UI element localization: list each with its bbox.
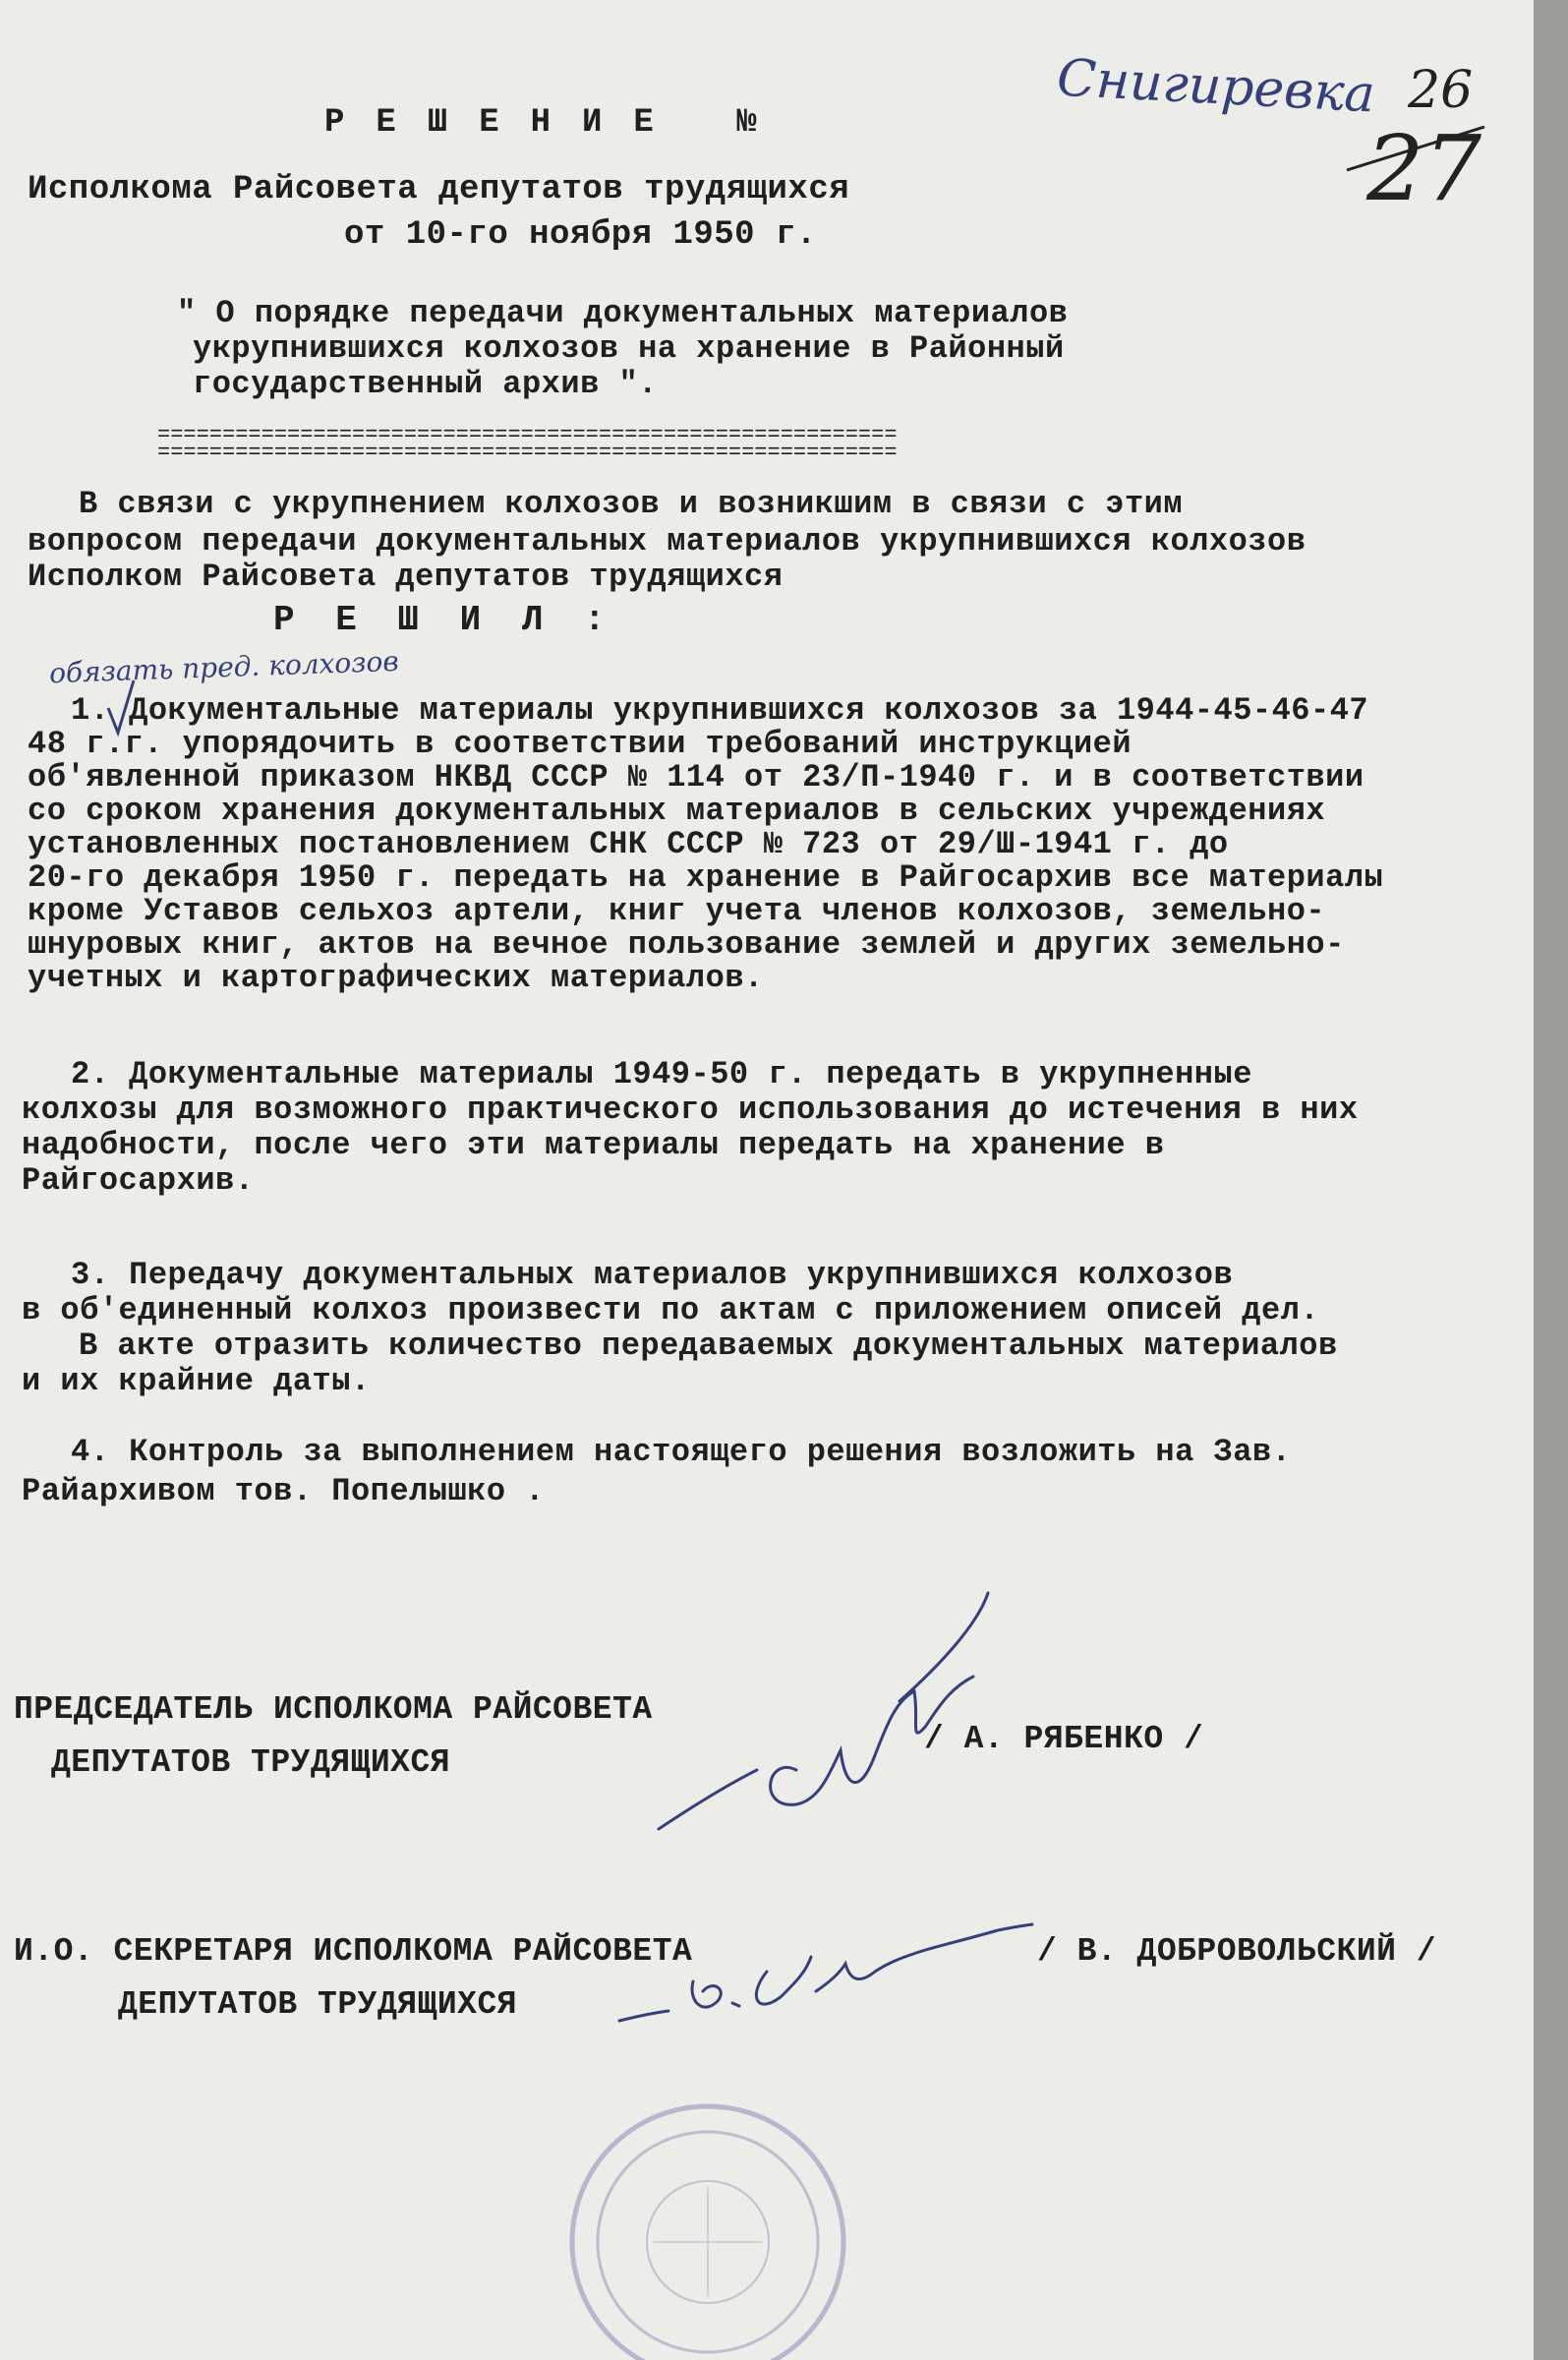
item-1-line-7: кроме Уставов сельхоз артели, книг учета членов колхозов, земельно- [28, 893, 1326, 929]
secretary-role-line-1: И.О. СЕКРЕТАРЯ ИСПОЛКОМА РАЙСОВЕТА [14, 1933, 693, 1970]
item-2-line-1: 2. Документальные материалы 1949-50 г. передать в укрупненные [71, 1056, 1252, 1092]
page-edge-shadow [1534, 0, 1568, 2360]
issuing-organization: Исполкома Райсовета депутатов трудящихся [28, 171, 850, 208]
item-1-line-2: 48 г.г. упорядочить в соответствии требований инструкцией [28, 726, 1132, 762]
chairman-role-line-1: ПРЕДСЕДАТЕЛЬ ИСПОЛКОМА РАЙСОВЕТА [14, 1691, 653, 1728]
item-1-line-1: 1. Документальные материалы укрупнившихся колхозов за 1944-45-46-47 [71, 692, 1369, 729]
item-4-line-2: Райархивом тов. Попелышко . [22, 1473, 545, 1509]
item-3-line-1: 3. Передачу документальных материалов укрупнившихся колхозов [71, 1257, 1234, 1293]
preamble-line-1: В связи с укрупнением колхозов и возникшим в связи с этим [79, 486, 1184, 522]
decision-date: от 10-го ноября 1950 г. [344, 216, 817, 254]
item-2-line-4: Райгосархив. [22, 1162, 255, 1199]
handwritten-place-name: Снигиревка [1055, 48, 1377, 125]
item-1-line-8: шнуровых книг, актов на вечное пользование землей и других земельно- [28, 926, 1345, 963]
handwritten-note: обязать пред. колхозов [48, 644, 400, 690]
decided-heading: Р Е Ш И Л : [273, 600, 615, 640]
item-1-line-5: установленных постановлением СНК СССР № 723 от 29/Ш-1941 г. до [28, 826, 1229, 862]
document-title: РЕШЕНИЕ № [324, 104, 788, 142]
item-1-line-4: со сроком хранения документальных материалов в сельских учреждениях [28, 793, 1326, 829]
item-3-line-4: и их крайние даты. [22, 1363, 371, 1399]
handwritten-page-number: 26 [1408, 61, 1474, 120]
official-stamp-icon [560, 2094, 855, 2360]
item-1-line-9: учетных и картографических материалов. [28, 960, 764, 996]
secretary-role-line-2: ДЕПУТАТОВ ТРУДЯЩИХСЯ [118, 1986, 518, 2023]
secretary-signature-icon [610, 1903, 1042, 2040]
item-1-line-3: об'явленной приказом НКВД СССР № 114 от 23/П-1940 г. и в соответствии [28, 759, 1365, 796]
chairman-role-line-2: ДЕПУТАТОВ ТРУДЯЩИХСЯ [51, 1744, 451, 1781]
subject-line-3: государственный архив ". [193, 366, 658, 402]
handwritten-old-page-number: 27 [1366, 116, 1482, 221]
subject-line-2: укрупнившихся колхозов на хранение в Районный [193, 330, 1065, 367]
secretary-name: / В. ДОБРОВОЛЬСКИЙ / [1037, 1933, 1437, 1970]
separator-line: ========================================================= [157, 423, 898, 447]
item-2-line-2: колхозы для возможного практического использования до истечения в них [22, 1092, 1359, 1128]
chairman-name: / А. РЯБЕНКО / [924, 1721, 1204, 1757]
page-number-strike-icon [1347, 123, 1484, 182]
item-2-line-3: надобности, после чего эти материалы передать на хранение в [22, 1127, 1165, 1163]
preamble-line-2: вопросом передачи документальных материалов укрупнившихся колхозов [28, 523, 1307, 560]
separator-line-2: ========================================================= [157, 441, 898, 465]
subject-line-1: " О порядке передачи документальных материалов [177, 295, 1069, 331]
preamble-line-3: Исполком Райсовета депутатов трудящихся [28, 559, 784, 595]
item-3-line-2: в об'единенный колхоз произвести по актам с приложением описей дел. [22, 1292, 1320, 1328]
item-1-line-6: 20-го декабря 1950 г. передать на хранение в Райгосархив все материалы [28, 859, 1384, 896]
item-3-line-3: В акте отразить количество передаваемых документальных материалов [79, 1328, 1338, 1364]
item-4-line-1: 4. Контроль за выполнением настоящего решения возложить на Зав. [71, 1434, 1292, 1470]
chairman-signature-icon [649, 1583, 1022, 1849]
